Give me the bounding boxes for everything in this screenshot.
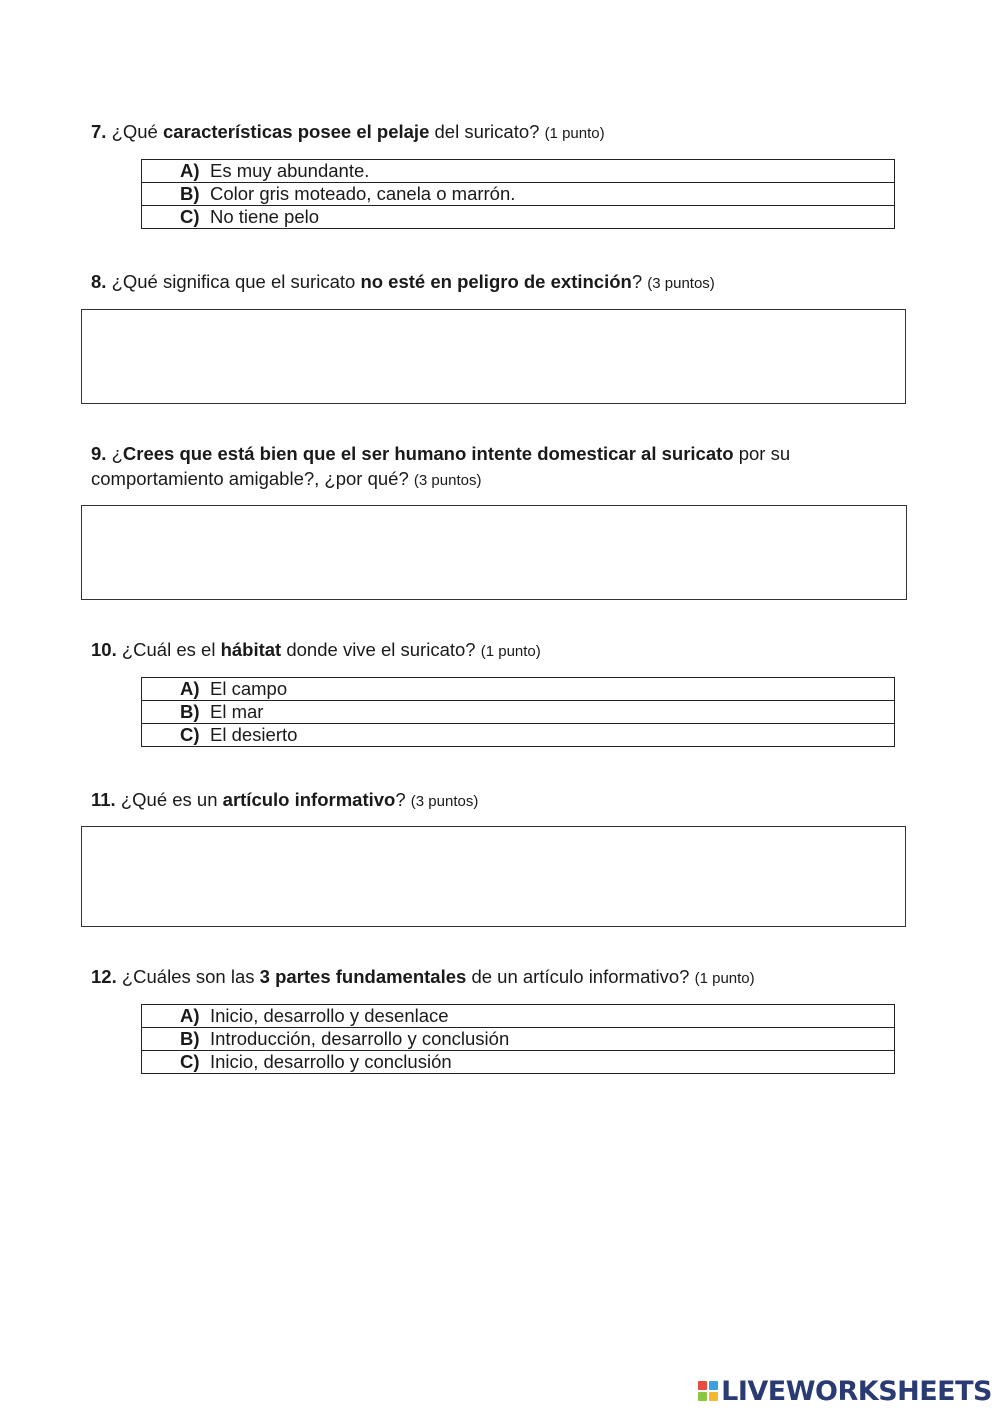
option-c[interactable]: C) El desierto: [142, 724, 895, 747]
question-number: 12.: [91, 966, 117, 987]
points-label: (1 punto): [544, 125, 605, 142]
option-b[interactable]: B) Introducción, desarrollo y conclusión: [142, 1028, 895, 1051]
logo-text: LIVEWORKSHEETS: [721, 1375, 992, 1407]
points-label: (3 puntos): [410, 793, 479, 810]
answer-box-8[interactable]: [81, 309, 906, 404]
options-table-12: [141, 1004, 895, 1074]
option-b[interactable]: B) Color gris moteado, canela o marrón.: [142, 183, 895, 206]
option-c[interactable]: C) No tiene pelo: [142, 206, 895, 229]
question-8: 8. ¿Qué significa que el suricato no esté en peligro de extinción? (3 puntos): [91, 271, 715, 292]
question-9: 9. ¿Crees que está bien que el ser humano intente domesticar al suricato por su comportamiento amigable?, ¿por qué? (3 puntos): [91, 443, 791, 489]
question-number: 8.: [91, 271, 107, 292]
question-number: 7.: [91, 121, 107, 142]
option-a[interactable]: A) Es muy abundante.: [142, 160, 895, 183]
answer-box-11[interactable]: [81, 826, 906, 927]
points-label: (1 punto): [480, 643, 541, 660]
points-label: (3 puntos): [647, 275, 715, 292]
question-number: 11.: [91, 789, 116, 810]
question-12: 12. ¿Cuáles son las 3 partes fundamentales de un artículo informativo? (1 punto): [91, 966, 755, 987]
option-a[interactable]: A) El campo: [142, 678, 895, 701]
question-7: 7. ¿Qué características posee el pelaje del suricato? (1 punto): [91, 121, 605, 142]
options-table-7: [141, 159, 895, 229]
points-label: (3 puntos): [413, 472, 482, 489]
question-10: 10. ¿Cuál es el hábitat donde vive el suricato? (1 punto): [91, 639, 541, 660]
option-c[interactable]: C) Inicio, desarrollo y conclusión: [142, 1051, 895, 1074]
options-table-10: [141, 677, 895, 747]
question-number: 9.: [91, 443, 107, 464]
liveworksheets-logo: [698, 1377, 992, 1405]
answer-box-9[interactable]: [81, 505, 907, 600]
question-number: 10.: [91, 639, 117, 660]
question-11: 11. ¿Qué es un artículo informativo? (3 puntos): [91, 789, 479, 810]
logo-squares-icon: [698, 1381, 718, 1401]
points-label: (1 punto): [694, 970, 755, 987]
option-a[interactable]: A) Inicio, desarrollo y desenlace: [142, 1005, 895, 1028]
option-b[interactable]: B) El mar: [142, 701, 895, 724]
